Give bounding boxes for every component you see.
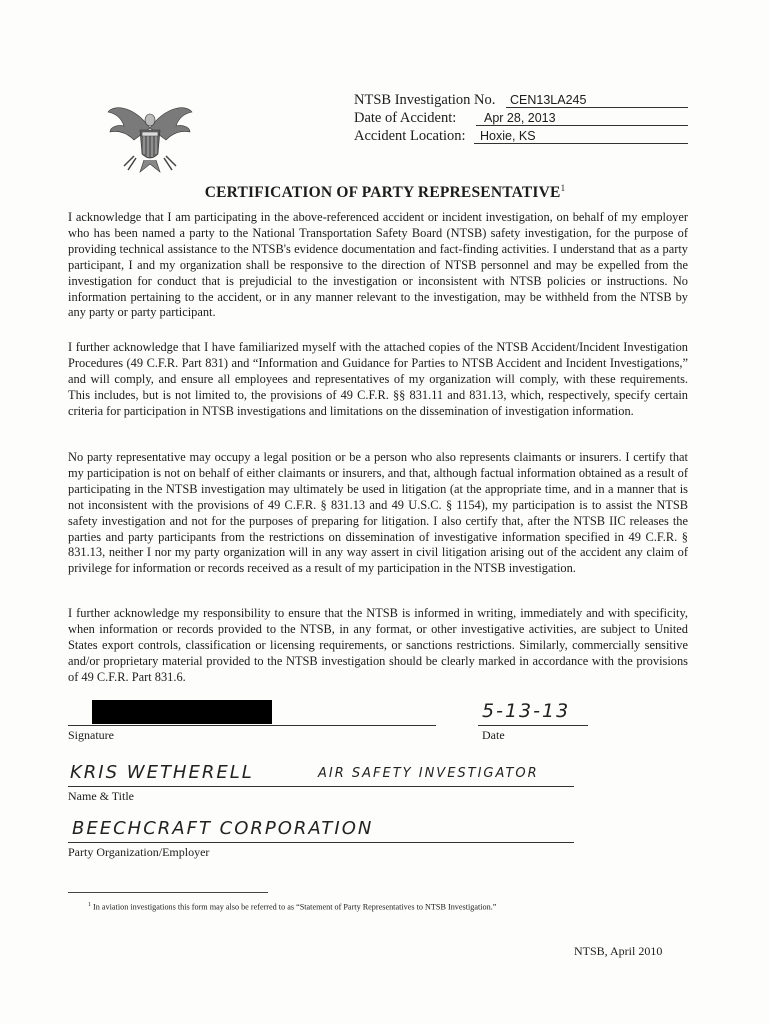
accident-date-row	[354, 110, 556, 127]
accident-location-value[interactable]: Hoxie, KS	[480, 129, 536, 143]
footnote-text: In aviation investigations this form may also be referred to as “Statement of Party Representatives to NTSB Investigation.”	[93, 902, 497, 912]
name-title-line	[68, 786, 574, 787]
accident-date-label: Date of Accident:	[354, 110, 457, 126]
investigation-number-value[interactable]: CEN13LA245	[510, 93, 587, 107]
accident-location-line	[474, 143, 688, 144]
investigation-number-label: NTSB Investigation No.	[354, 92, 496, 108]
investigation-number-row	[354, 92, 587, 109]
handwritten-organization[interactable]: BEECHCRAFT CORPORATION	[72, 818, 374, 839]
date-label: Date	[482, 728, 505, 742]
accident-location-label: Accident Location:	[354, 128, 466, 144]
footnote-rule	[68, 892, 268, 893]
organization-line	[68, 842, 574, 843]
handwritten-name[interactable]: KRIS WETHERELL	[70, 762, 254, 783]
investigation-number-line	[506, 107, 688, 108]
document-title	[0, 183, 770, 202]
handwritten-date[interactable]: 5-13-13	[482, 700, 571, 722]
signature-label: Signature	[68, 728, 114, 742]
document-title-text: CERTIFICATION OF PARTY REPRESENTATIVE	[204, 184, 561, 202]
handwritten-title[interactable]: AIR SAFETY INVESTIGATOR	[318, 766, 539, 781]
paragraph-legal-position: No party representative may occupy a legal position or be a person who also represents claimants or insurers. I certify that my participation is not on behalf of either claimants or insurers, and that, although factual information obtained as a result of participating in the NTSB investigation may ultimately be used in litigation (at the appropriate time, and in a manner that is not inconsistent with the provisions of 49 C.F.R. § 831.13 and 49 U.S.C. § 1154), my participation is to assist the NTSB safety investigation and not for the purposes of preparing for litigation. I also certify that, after the NTSB IIC releases the parties and party participants from the restrictions on dissemination of investigative information specified in 49 C.F.R. § 831.13, neither I nor my party organization will in any way assert in civil litigation arising out of the accident any claim of privilege for information or records received as a result of my participation in the NTSB investigation.	[68, 450, 688, 576]
redacted-signature	[92, 700, 272, 724]
paragraph-export-controls: I further acknowledge my responsibility to ensure that the NTSB is informed in writing, immediately and with specificity, when information or records provided to the NTSB, in any format, or other investigative activities, are subject to United States export controls, classification or licensing requirements, or sanctions restrictions. Similarly, commercially sensitive and/or proprietary material provided to the NTSB investigation should be clearly marked in accordance with the provisions of 49 C.F.R. Part 831.6.	[68, 606, 688, 684]
form-revision: NTSB, April 2010	[574, 944, 663, 958]
accident-date-line	[476, 125, 688, 126]
title-footnote-mark: 1	[560, 183, 566, 193]
paragraph-acknowledgement: I acknowledge that I am participating in the above-referenced accident or incident investigation, on behalf of my employer who has been named a party to the National Transportation Safety Board (NTSB) safety investigation, for the purpose of providing technical assistance to the NTSB's evidence documentation and fact-finding activities. I understand that as a party participant, I and my organization shall be responsive to the direction of NTSB personnel and may be expelled from the investigation for conduct that is prejudicial to the investigation or inconsistent with NTSB policies or instructions. No information pertaining to the accident, or in any manner relevant to the investigation, may be withheld from the NTSB by any party or party participant.	[68, 210, 688, 320]
signature-line	[68, 725, 436, 726]
eagle-seal-icon	[104, 98, 196, 180]
accident-date-value[interactable]: Apr 28, 2013	[484, 111, 556, 125]
name-title-label: Name & Title	[68, 789, 135, 803]
paragraph-procedures: I further acknowledge that I have familiarized myself with the attached copies of the NTSB Accident/Incident Investigation Procedures (49 C.F.R. Part 831) and “Information and Guidance for Parties to NTSB Accident and Incident Investigations,” and will comply, and ensure all employees and representatives of my organization will comply, with these requirements. This includes, but is not limited to, the provisions of 49 C.F.R. §§ 831.11 and 831.13, which, respectively, specify certain criteria for participation in NTSB investigations and limitations on the dissemination of investigation information.	[68, 340, 688, 418]
footnote	[88, 902, 496, 912]
accident-location-row	[354, 128, 536, 145]
footnote-mark: 1	[88, 902, 91, 908]
organization-label: Party Organization/Employer	[68, 845, 210, 859]
date-line	[478, 725, 588, 726]
